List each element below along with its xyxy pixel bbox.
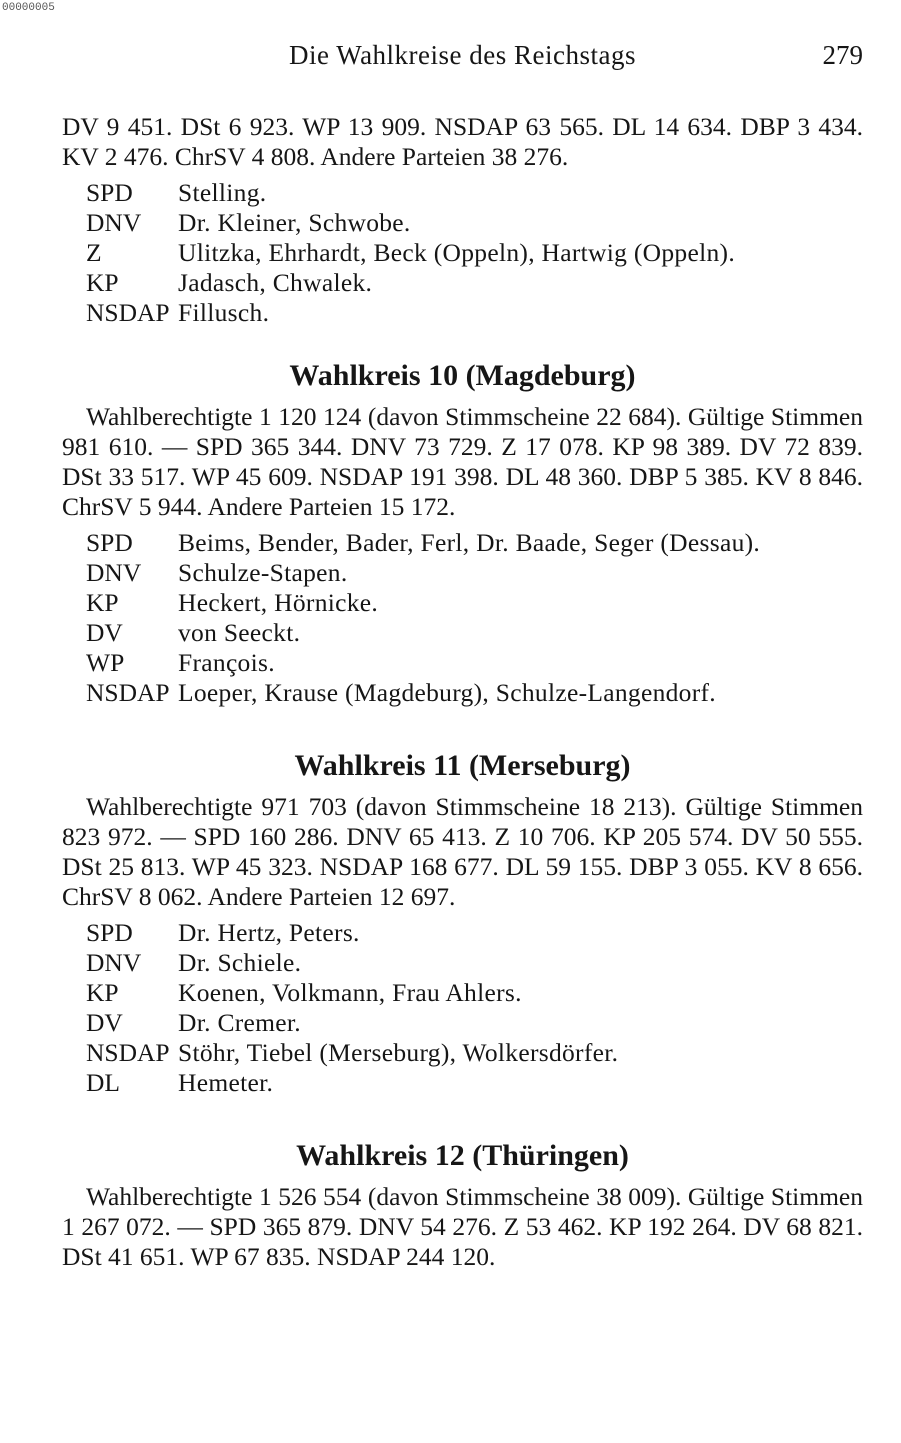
running-title: Die Wahlkreise des Reichstags: [289, 40, 636, 70]
candidate-names: Stöhr, Tiebel (Merseburg), Wolkersdörfer.: [178, 1038, 619, 1067]
district-results: Wahlberechtigte 1 120 124 (davon Stimmscheine 22 684). Gültige Stimmen 981 610. — SPD 365 344. DNV 73 729. Z 17 078. KP 98 389. DV 72 839. DSt 33 517. WP 45 609. NSDAP 191 398. DL 48 360. DBP 5 385. KV 8 846. ChrSV 5 944. Andere Parteien 15 172.: [62, 402, 863, 521]
candidate-row: [86, 948, 863, 978]
district-heading: Wahlkreis 10 (Magdeburg): [289, 359, 636, 392]
party-abbrev: NSDAP: [86, 678, 170, 707]
candidate-names: Ulitzka, Ehrhardt, Beck (Oppeln), Hartwig (Oppeln).: [178, 238, 736, 267]
candidate-row: [86, 1038, 863, 1068]
candidate-row: [86, 558, 863, 588]
candidate-names: François.: [178, 648, 275, 677]
candidate-names: Dr. Kleiner, Schwobe.: [178, 208, 411, 237]
candidate-row: [86, 1068, 863, 1098]
party-abbrev: NSDAP: [86, 298, 170, 327]
candidate-names: Koenen, Volkmann, Frau Ahlers.: [178, 978, 522, 1007]
candidate-names: Jadasch, Chwalek.: [178, 268, 373, 297]
candidate-row: [86, 268, 863, 298]
party-abbrev: KP: [86, 978, 119, 1007]
candidate-row: [86, 618, 863, 648]
candidate-names: Dr. Cremer.: [178, 1008, 301, 1037]
candidate-names: Fillusch.: [178, 298, 270, 327]
candidate-row: [86, 978, 863, 1008]
running-head: [62, 40, 863, 80]
candidate-row: [86, 648, 863, 678]
district-results-continued: DV 9 451. DSt 6 923. WP 13 909. NSDAP 63 565. DL 14 634. DBP 3 434. KV 2 476. ChrSV 4 808. Andere Parteien 38 276.: [62, 112, 863, 171]
candidate-names: Schulze-Stapen.: [178, 558, 348, 587]
party-abbrev: Z: [86, 238, 102, 267]
page-body: [62, 112, 863, 1272]
candidate-names: Beims, Bender, Bader, Ferl, Dr. Baade, Seger (Dessau).: [178, 528, 761, 557]
candidate-row: [86, 298, 863, 328]
page-number: 279: [822, 40, 863, 70]
party-abbrev: KP: [86, 268, 119, 297]
candidate-names: von Seeckt.: [178, 618, 301, 647]
district-results: Wahlberechtigte 1 526 554 (davon Stimmscheine 38 009). Gültige Stimmen 1 267 072. — SPD 365 879. DNV 54 276. Z 53 462. KP 192 264. DV 68 821. DSt 41 651. WP 67 835. NSDAP 244 120.: [62, 1182, 863, 1271]
party-abbrev: DNV: [86, 208, 142, 237]
party-abbrev: SPD: [86, 918, 133, 947]
party-abbrev: NSDAP: [86, 1038, 170, 1067]
candidate-row: [86, 918, 863, 948]
candidate-names: Stelling.: [178, 178, 267, 207]
candidate-list: [86, 528, 863, 708]
party-abbrev: WP: [86, 648, 125, 677]
candidate-row: [86, 678, 863, 708]
party-abbrev: DV: [86, 618, 123, 647]
district-results: Wahlberechtigte 971 703 (davon Stimmscheine 18 213). Gültige Stimmen 823 972. — SPD 160 286. DNV 65 413. Z 10 706. KP 205 574. DV 50 555. DSt 25 813. WP 45 323. NSDAP 168 677. DL 59 155. DBP 3 055. KV 8 656. ChrSV 8 062. Andere Parteien 12 697.: [62, 792, 863, 911]
candidate-row: [86, 208, 863, 238]
candidate-row: [86, 238, 863, 268]
party-abbrev: DNV: [86, 558, 142, 587]
scan-id-label: 00000005: [2, 2, 55, 14]
party-abbrev: DV: [86, 1008, 123, 1037]
candidate-row: [86, 528, 863, 558]
candidate-names: Hemeter.: [178, 1068, 274, 1097]
party-abbrev: DNV: [86, 948, 142, 977]
candidate-row: [86, 178, 863, 208]
candidate-list: [86, 178, 863, 328]
party-abbrev: DL: [86, 1068, 120, 1097]
candidate-row: [86, 1008, 863, 1038]
district-heading: Wahlkreis 11 (Merseburg): [294, 749, 631, 782]
party-abbrev: SPD: [86, 178, 133, 207]
candidate-names: Heckert, Hörnicke.: [178, 588, 379, 617]
district-heading: Wahlkreis 12 (Thüringen): [296, 1139, 629, 1172]
candidate-list: [86, 918, 863, 1098]
candidate-names: Loeper, Krause (Magdeburg), Schulze-Langendorf.: [178, 678, 716, 707]
candidate-names: Dr. Hertz, Peters.: [178, 918, 360, 947]
party-abbrev: KP: [86, 588, 119, 617]
candidate-row: [86, 588, 863, 618]
candidate-names: Dr. Schiele.: [178, 948, 302, 977]
party-abbrev: SPD: [86, 528, 133, 557]
